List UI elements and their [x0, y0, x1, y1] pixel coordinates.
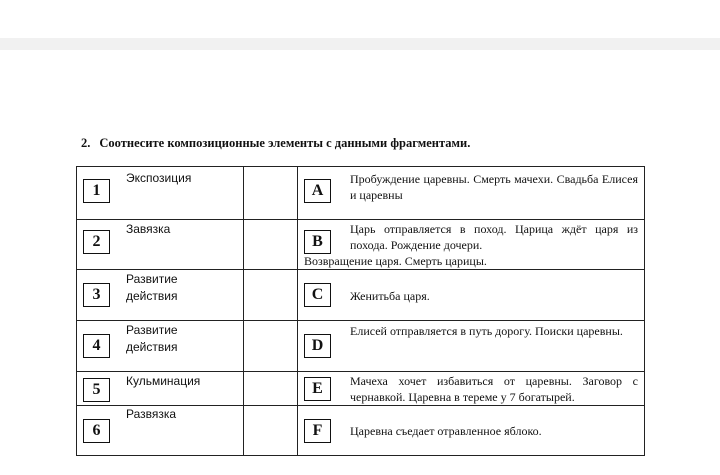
element-label: Экспозиция: [126, 171, 192, 185]
element-cell: [77, 270, 244, 321]
letter-box: A: [304, 179, 331, 203]
answer-cell[interactable]: [244, 406, 298, 456]
element-label: Развязка: [126, 407, 177, 421]
element-label-line: Развитие: [126, 323, 178, 337]
letter-box: E: [304, 377, 331, 401]
fragment-cell: [298, 406, 645, 456]
fragment-text: Царевна съедает отравленное яблоко.: [350, 424, 542, 438]
top-bar: [0, 38, 720, 50]
element-label-line: действия: [126, 289, 178, 303]
table-row: [77, 372, 645, 406]
answer-cell[interactable]: [244, 220, 298, 270]
element-label: [126, 271, 178, 305]
element-cell: [77, 372, 244, 406]
fragment-cell: [298, 167, 645, 220]
fragment-text: Мачеха хочет избавиться от царевны. Заговор с чернавкой. Царевна в тереме у 7 богатырей.: [350, 374, 638, 404]
matching-table: [76, 166, 645, 456]
fragment-cell: [298, 321, 645, 372]
element-label: Завязка: [126, 222, 171, 236]
letter-box: B: [304, 230, 331, 254]
answer-cell[interactable]: [244, 167, 298, 220]
number-box: 4: [83, 334, 110, 358]
task-number: 2.: [81, 136, 91, 150]
fragment-text-line: Возвращение царя. Смерть царицы.: [304, 254, 487, 268]
fragment-text: [304, 221, 638, 269]
element-label: Кульминация: [126, 374, 201, 388]
element-cell: [77, 220, 244, 270]
number-box: 5: [83, 378, 110, 402]
fragment-text: Пробуждение царевны. Смерть мачехи. Свадьба Елисея и царевны: [350, 172, 638, 202]
element-label-line: действия: [126, 340, 178, 354]
answer-cell[interactable]: [244, 321, 298, 372]
table-row: [77, 167, 645, 220]
table-row: [77, 321, 645, 372]
table-row: [77, 270, 645, 321]
element-cell: [77, 406, 244, 456]
number-box: 2: [83, 230, 110, 254]
element-label-line: Развитие: [126, 272, 178, 286]
letter-box: C: [304, 283, 331, 307]
fragment-text: Женитьба царя.: [350, 289, 430, 303]
number-box: 6: [83, 419, 110, 443]
number-box: 3: [83, 283, 110, 307]
letter-box: F: [304, 419, 331, 443]
task-title: Соотнесите композиционные элементы с данными фрагментами.: [99, 136, 471, 150]
fragment-text: Елисей отправляется в путь дорогу. Поиски царевны.: [350, 324, 623, 338]
element-cell: [77, 321, 244, 372]
task-heading: [81, 136, 470, 151]
element-label: [126, 322, 178, 356]
fragment-cell: [298, 270, 645, 321]
letter-box: D: [304, 334, 331, 358]
fragment-cell: [298, 372, 645, 406]
fragment-text-line: Царь отправляется в поход. Царица ждёт царя из похода. Рождение дочери.: [350, 222, 638, 252]
answer-cell[interactable]: [244, 372, 298, 406]
answer-cell[interactable]: [244, 270, 298, 321]
table-row: [77, 220, 645, 270]
number-box: 1: [83, 179, 110, 203]
fragment-cell: [298, 220, 645, 270]
table-row: [77, 406, 645, 456]
element-cell: [77, 167, 244, 220]
